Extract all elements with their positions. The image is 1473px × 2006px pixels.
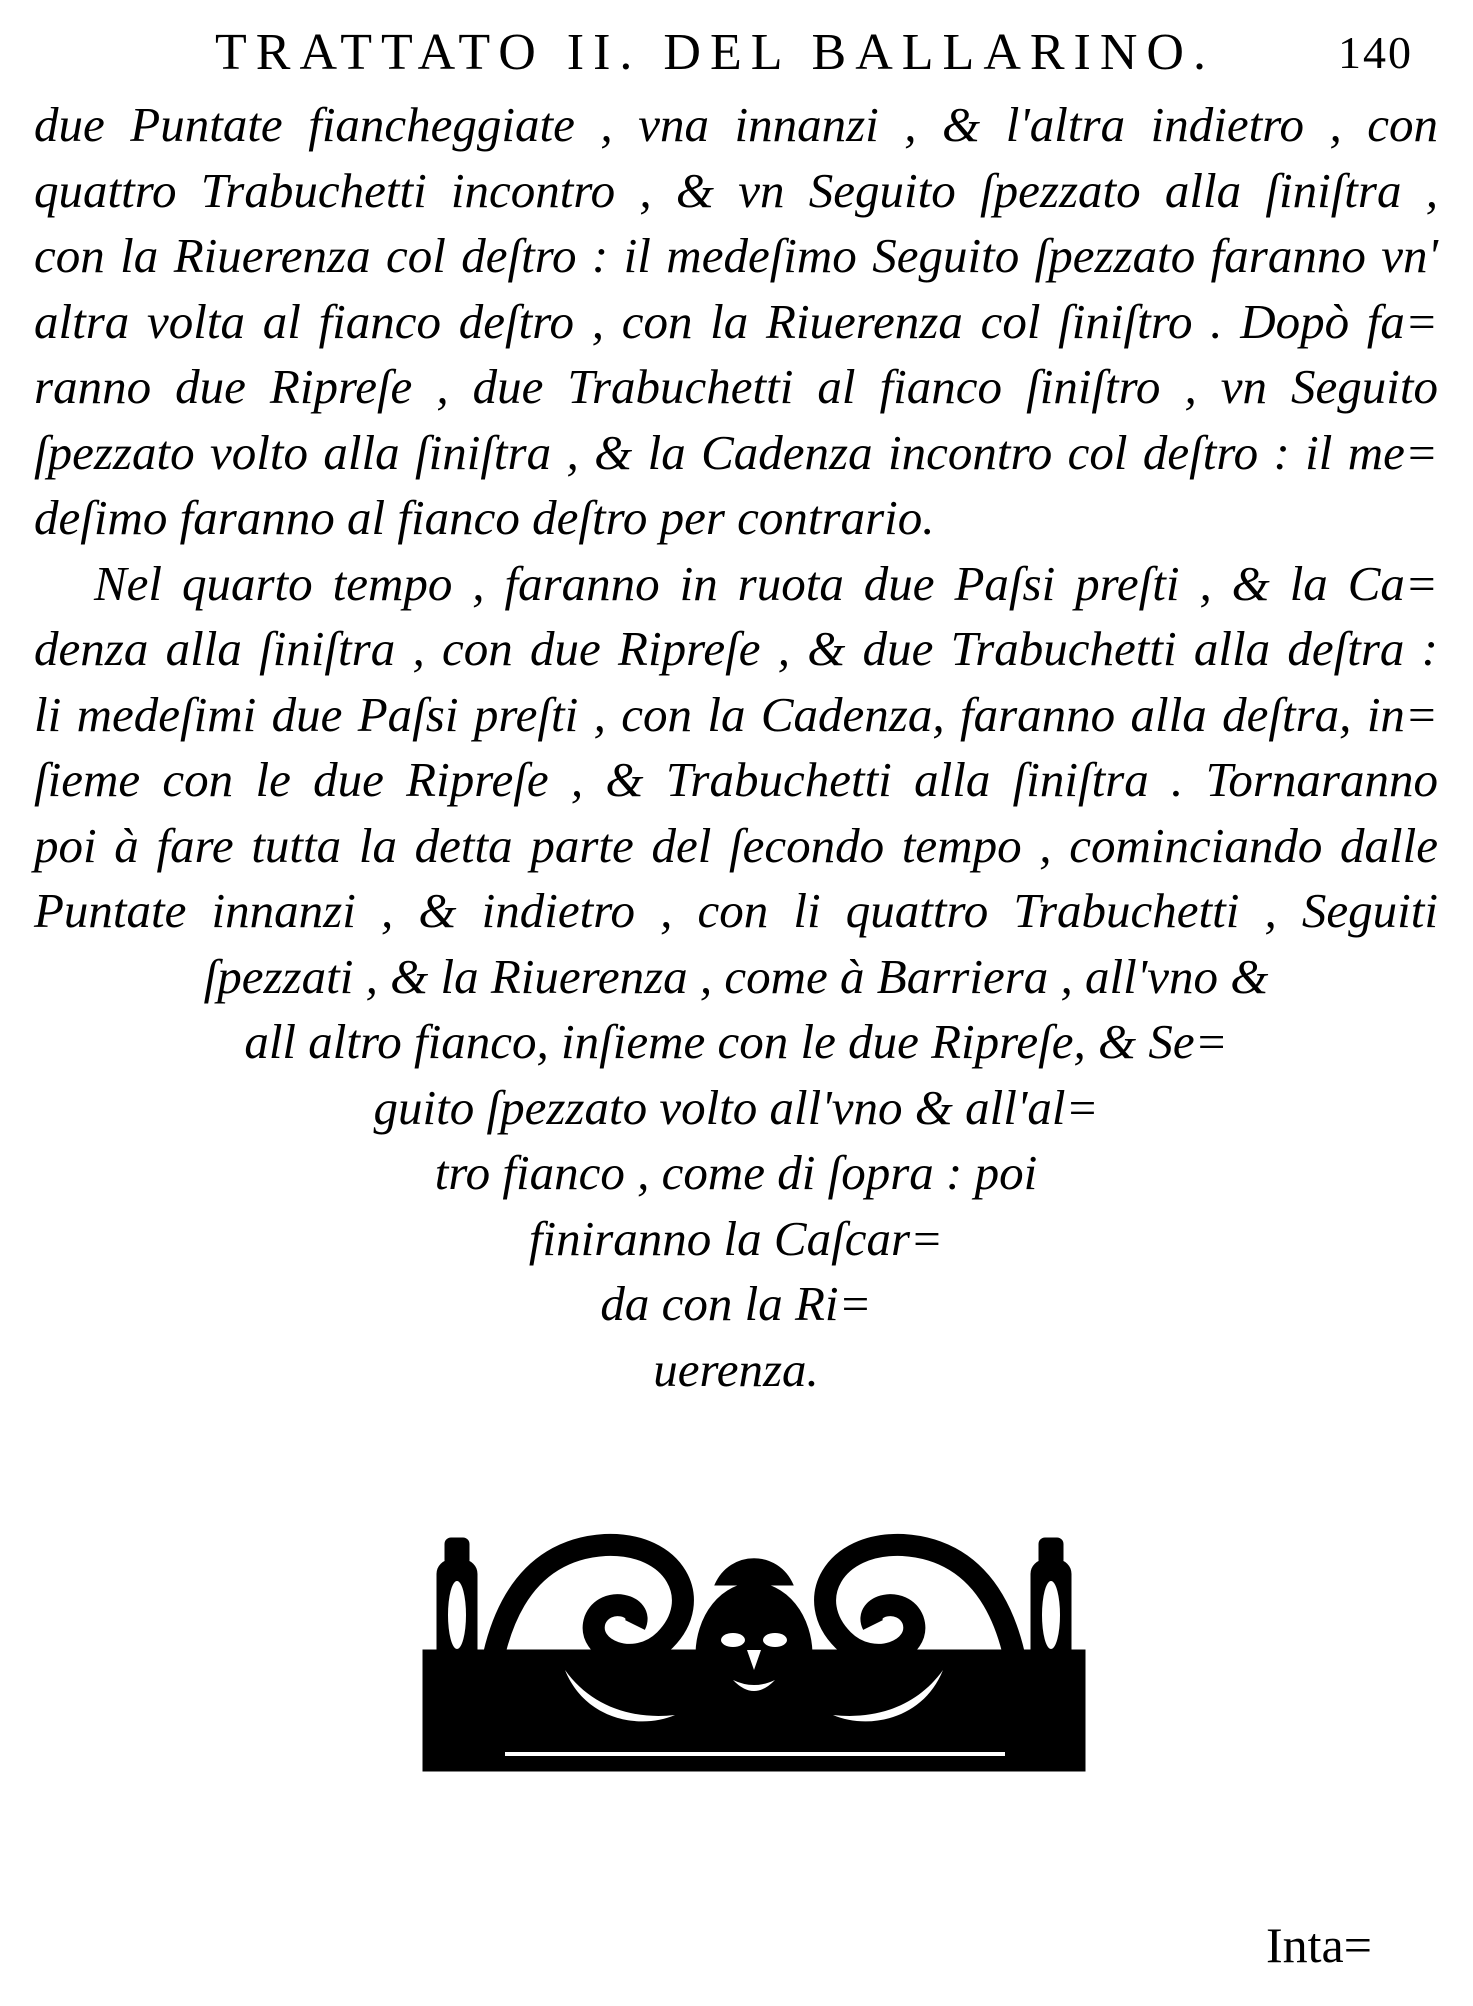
paragraph-1: [34, 92, 1454, 551]
text-line: li medeſimi due Paſsi preſti , con la Cadenza, faranno alla deſtra, in=: [34, 686, 1438, 742]
text-line: due Puntate fiancheggiate , vna innanzi , & l'altra indietro , con: [34, 97, 1438, 152]
text-line: ranno due Ripreſe , due Trabuchetti al fianco ſiniſtro , vn Seguito: [34, 359, 1438, 414]
tapered-line: uerenza.: [653, 1341, 819, 1397]
text-line: altra volta al fianco deſtro , con la Riuerenza col ſiniſtro . Dopò fa=: [34, 293, 1438, 349]
tapered-line: guito ſpezzato volto all'vno & all'al=: [373, 1079, 1099, 1135]
tapered-line: finiranno la Caſcar=: [528, 1210, 944, 1266]
text-line: deſimo faranno al fianco deſtro per contrario.: [34, 490, 935, 545]
text-line: ſieme con le due Ripreſe , & Trabuchetti alla ſiniſtra . Tornaranno: [34, 752, 1438, 807]
page-number: 140: [1338, 27, 1413, 78]
tapered-line: tro fianco , come di ſopra : poi: [434, 1145, 1038, 1200]
text-line: quattro Trabuchetti incontro , & vn Seguito ſpezzato alla ſiniſtra ,: [34, 162, 1438, 218]
text-line: denza alla ſiniſtra , con due Ripreſe , & due Trabuchetti alla deſtra :: [34, 621, 1438, 676]
grotesque-mask-tailpiece-icon: [415, 1530, 1093, 1775]
text-line: Puntate innanzi , & indietro , con li quattro Trabuchetti , Seguiti: [34, 883, 1438, 938]
running-head: [0, 18, 1473, 88]
text-line: con la Riuerenza col deſtro : il medeſimo Seguito ſpezzato faranno vn': [34, 228, 1438, 283]
text-line: poi à fare tutta la detta parte del ſecondo tempo , cominciando dalle: [34, 817, 1438, 873]
catchword: Inta=: [1266, 1917, 1372, 1973]
tapered-line: all altro fianco, inſieme con le due Ripreſe, & Se=: [244, 1014, 1228, 1069]
text-line: ſpezzato volto alla ſiniſtra , & la Cadenza incontro col deſtro : il me=: [34, 424, 1438, 480]
body-text: [34, 92, 1454, 1402]
text-line: Nel quarto tempo , faranno in ruota due Paſsi preſti , & la Ca=: [94, 555, 1438, 611]
paragraph-2: [34, 551, 1454, 1403]
running-title: TRATTATO II. DEL BALLARINO.: [215, 24, 1215, 81]
tapered-line: da con la Ri=: [600, 1276, 872, 1331]
tapered-line: ſpezzati , & la Riuerenza , come à Barriera , all'vno &: [203, 948, 1269, 1004]
